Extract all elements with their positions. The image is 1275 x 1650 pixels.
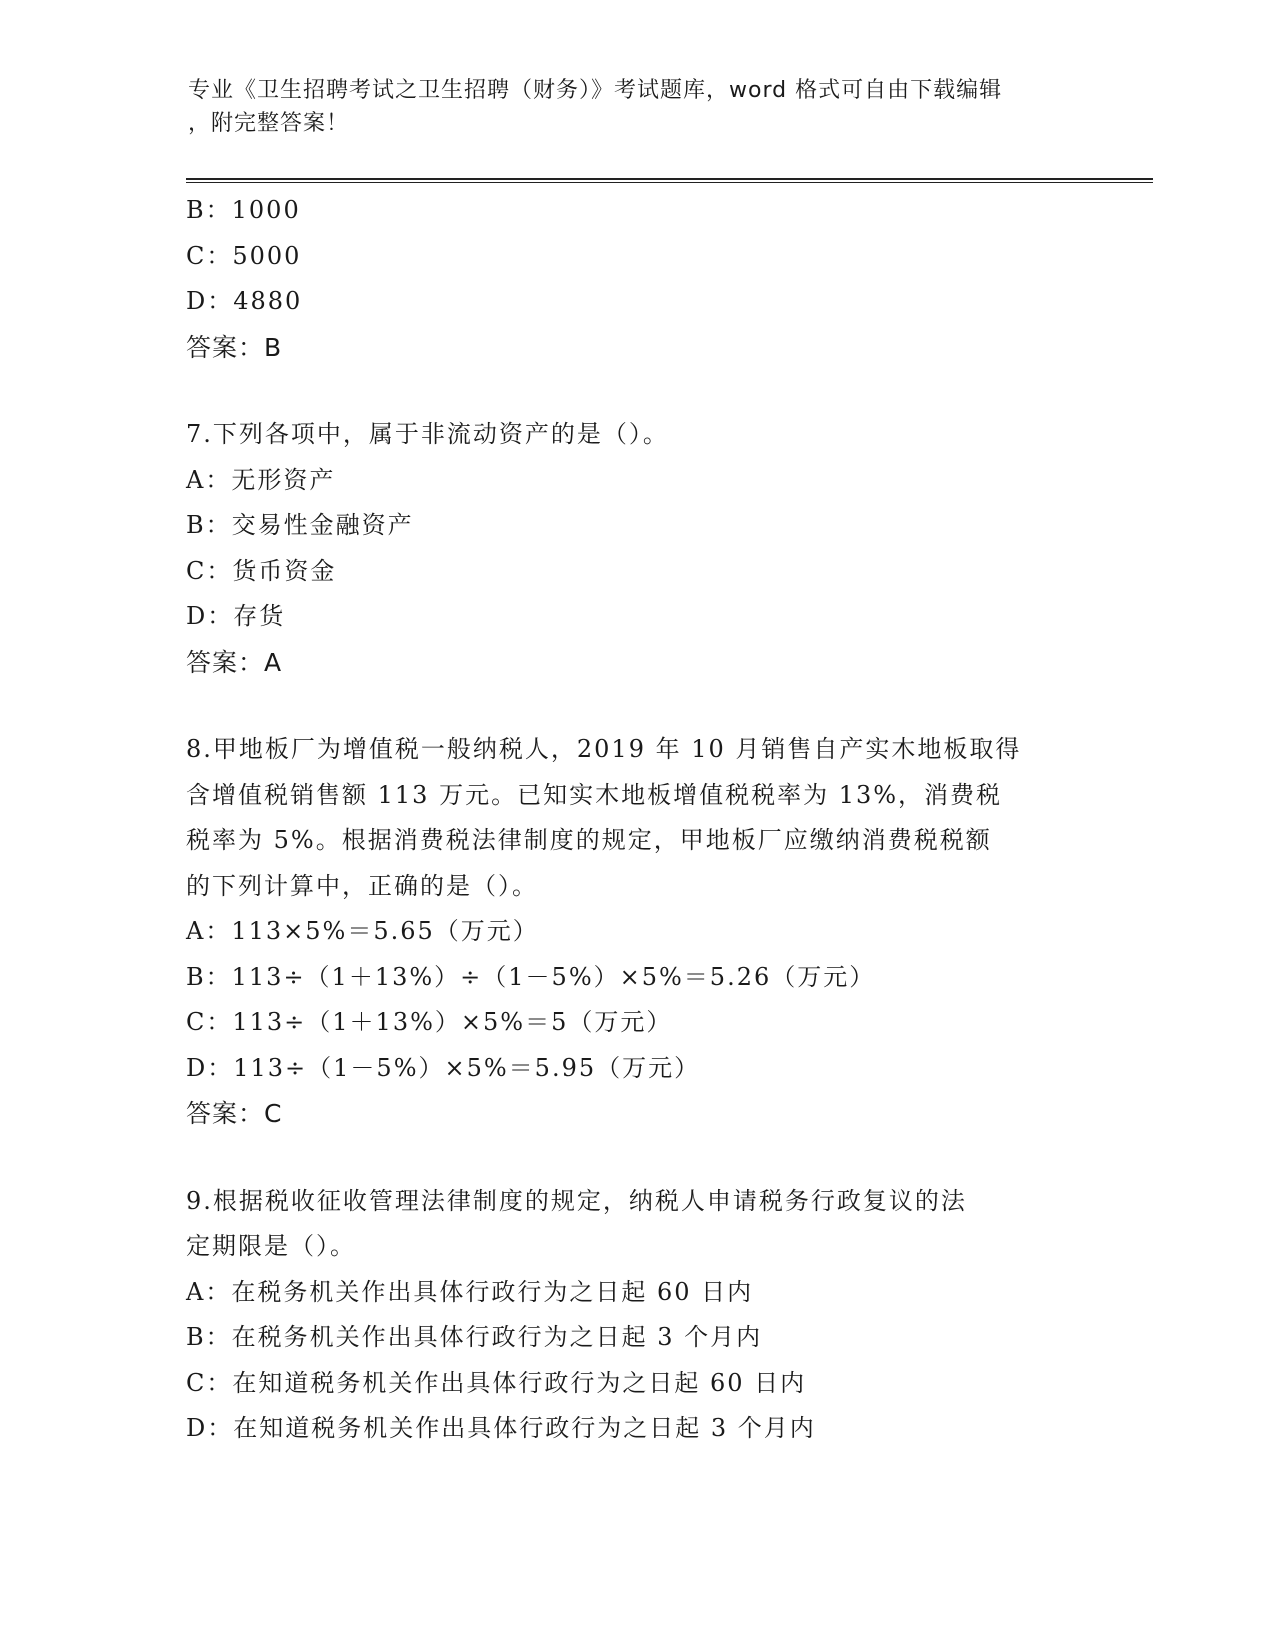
header-title-line-2: ，附完整答案！ xyxy=(188,111,350,136)
question-8 xyxy=(186,727,1106,1137)
q9-text-line-2: 定期限是（）。 xyxy=(186,1232,356,1260)
q7-text: 7.下列各项中，属于非流动资产的是（）。 xyxy=(186,420,669,448)
q6-option-b: B：1000 xyxy=(186,196,301,224)
q8-text-line-1: 8.甲地板厂为增值税一般纳税人，2019 年 10 月销售自产实木地板取得 xyxy=(186,735,1022,763)
q6-option-d: D：4880 xyxy=(186,287,303,315)
q8-option-a: A：113×5%＝5.65（万元） xyxy=(186,917,539,945)
q8-text-line-3: 税率为 5%。根据消费税法律制度的规定，甲地板厂应缴纳消费税税额 xyxy=(186,826,992,854)
q9-text-line-1: 9.根据税收征收管理法律制度的规定，纳税人申请税务行政复议的法 xyxy=(186,1186,967,1215)
q9-option-c: C：在知道税务机关作出具体行政行为之日起 60 日内 xyxy=(186,1368,807,1397)
q7-option-d: D：存货 xyxy=(186,602,286,630)
question-9 xyxy=(186,1179,1106,1452)
question-6 xyxy=(186,188,1106,370)
q8-text-line-2: 含增值税销售额 113 万元。已知实木地板增值税税率为 13%，消费税 xyxy=(186,780,1003,809)
q8-answer: 答案：C xyxy=(186,1099,283,1128)
q8-text-line-4: 的下列计算中，正确的是（）。 xyxy=(186,871,538,900)
header-title-line-1: 专业《卫生招聘考试之卫生招聘（财务）》考试题库，word 格式可自由下载编辑 xyxy=(188,78,1003,103)
q9-option-a: A：在税务机关作出具体行政行为之日起 60 日内 xyxy=(186,1277,754,1306)
document-body xyxy=(186,188,1106,1452)
q8-option-c: C：113÷（1＋13%）×5%＝5（万元） xyxy=(186,1008,673,1036)
q6-option-c: C：5000 xyxy=(186,241,302,270)
q8-option-b: B：113÷（1＋13%）÷（1－5%）×5%＝5.26（万元） xyxy=(186,962,876,991)
q9-option-d: D：在知道税务机关作出具体行政行为之日起 3 个月内 xyxy=(186,1414,816,1442)
q6-answer: 答案：B xyxy=(186,332,283,362)
q7-option-a: A：无形资产 xyxy=(186,465,336,494)
header-divider xyxy=(186,178,1153,183)
spacer xyxy=(186,1137,1106,1179)
spacer xyxy=(186,685,1106,727)
spacer xyxy=(186,370,1106,412)
q7-option-c: C：货币资金 xyxy=(186,556,337,585)
q7-option-b: B：交易性金融资产 xyxy=(186,511,414,539)
q8-option-d: D：113÷（1－5%）×5%＝5.95（万元） xyxy=(186,1053,701,1082)
q9-option-b: B：在税务机关作出具体行政行为之日起 3 个月内 xyxy=(186,1323,763,1351)
q7-answer: 答案：A xyxy=(186,647,283,677)
question-7 xyxy=(186,412,1106,685)
document-header xyxy=(188,74,1068,140)
